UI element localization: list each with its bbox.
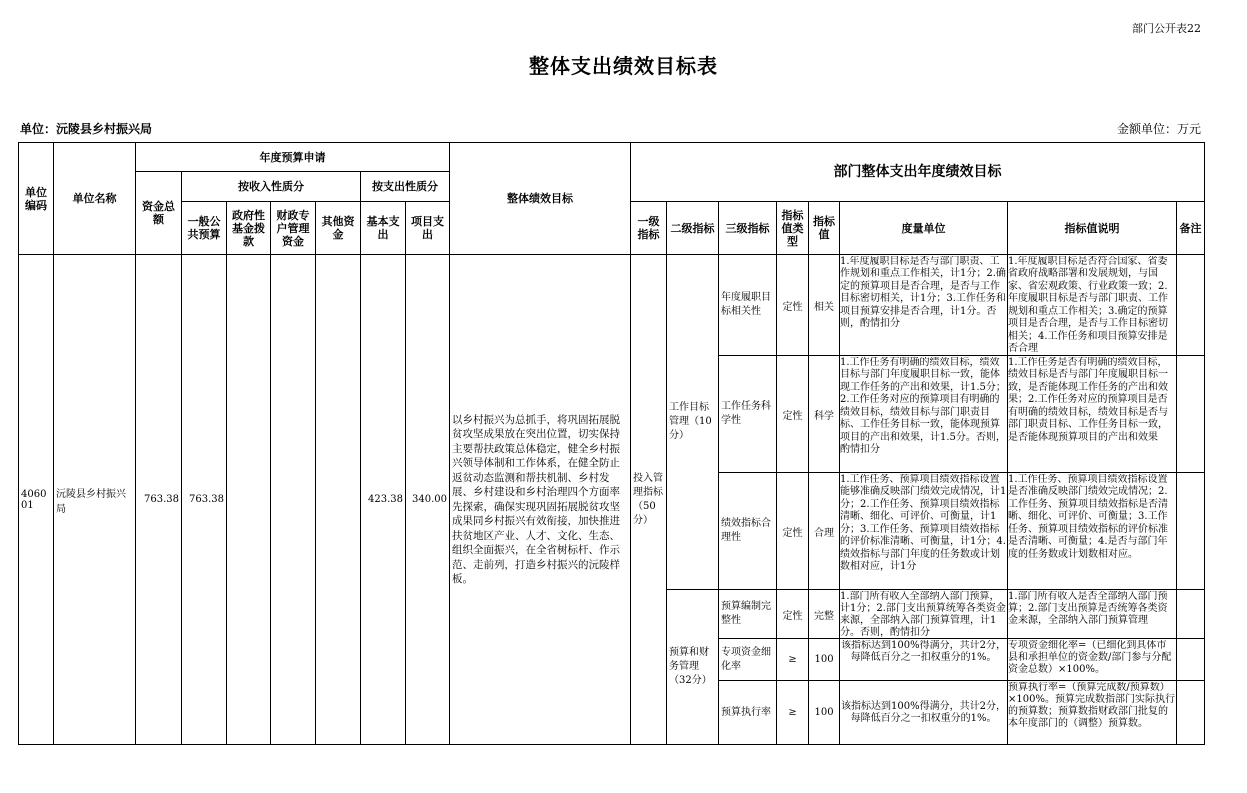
header-basic-expense: 基本支出 [361,202,406,255]
other-funds [316,255,361,745]
fiscal-special [271,255,316,745]
level3-indicator: 预算执行率 [719,681,777,745]
remark-cell [1177,590,1205,639]
total-funds: 763.38 [136,255,182,745]
header-other-funds: 其他资金 [316,202,361,255]
corner-label: 部门公开表22 [1132,22,1201,35]
indicator-value: 完整 [809,590,840,639]
gov-fund [227,255,271,745]
header-dept-goal: 部门整体支出年度绩效目标 [631,143,1205,202]
header-by-income: 按收入性质分 [182,172,361,202]
measure-unit: 1.部门所有收入全部纳入部门预算，计1分；2.部门支出预算统筹各类资金来源，全部纳入部门预算管理，计1分。否则，酌情扣分 [840,590,1006,638]
measure-unit [840,682,1007,744]
level3-indicator: 工作任务科学性 [719,356,777,473]
header-level2: 二级指标 [667,202,719,255]
overall-goal: 以乡村振兴为总抓手，将巩固拓展脱贫攻坚成果放在突出位置，切实保持主要帮扶政策总体稳定，健全乡村振兴领导体制和工作体系，在健全防止返贫动态监测和帮扶机制、乡村发展、乡村建设和乡村治理四个方面率先探索，确保实现巩固拓展脱贫攻坚成果同乡村振兴有效衔接，加快推进扶贫地区产业、人才、文化、生态、组织全面振兴，在全省树标杆、作示范、走前列，打造乡村振兴的沅陵样板。 [450,255,631,745]
general-public: 763.38 [182,255,227,745]
project-expense: 340.00 [406,255,450,745]
header-by-expense: 按支出性质分 [361,172,450,202]
measure-unit: 1.工作任务、预算项目绩效指标设置能够准确反映部门绩效完成情况，计1分；2.工作任务、预算项目绩效指标清晰、细化、可评价、可衡量，计1分；3.工作任务、预算项目绩效指标的评价标准清晰、可衡量，计1分；4.绩效指标与部门年度的任务数或计划数相对应，计1分 [840,473,1007,572]
header-project-expense: 项目支出 [406,202,450,255]
header-gov-fund: 政府性基金拨款 [227,202,271,255]
value-type: ≥ [777,681,809,745]
indicator-value: 科学 [809,356,840,473]
indicator-value: 100 [809,639,840,681]
measure-unit: 1.工作任务有明确的绩效目标，绩效目标与部门年度履职目标一致，能体现工作任务的产出和效果，计1.5分；2.工作任务对应的预算项目有明确的绩效目标，绩效目标与部门职责目标、工作任务目标一致，能体现预算项目的产出和效果，计1.5分。否则，酌情扣分 [840,356,1006,455]
value-desc: 预算执行率=（预算完成数/预算数）×100%。预算完成数指部门实际执行的预算数；预算数指财政部门批复的本年度部门的（调整）预算数。 [1008,681,1175,729]
value-type: 定性 [777,590,809,639]
level2-indicator: 预算和财务管理（32分） [667,590,719,745]
header-remark: 备注 [1177,202,1205,255]
header-measure-unit: 度量单位 [840,202,1008,255]
unit-code: 406001 [19,255,54,745]
remark-cell [1177,473,1205,590]
indicator-value: 合理 [809,473,840,590]
header-value-type: 指标值类型 [777,202,809,255]
measure-text: 该指标达到100%得满分，共计2分，每降低百分之一扣权重分的1%。 [841,700,1006,724]
table-row [19,255,1205,356]
header-overall-goal: 整体绩效目标 [450,143,631,255]
header-fiscal-special: 财政专户管理资金 [271,202,316,255]
amount-unit: 金额单位：万元 [1116,122,1201,136]
remark-cell [1177,255,1205,356]
remark-cell [1177,356,1205,473]
header-general-public: 一般公共预算 [182,202,227,255]
value-desc: 1.工作任务是否有明确的绩效目标，绩效目标是否与部门年度履职目标一致，是否能体现工作任务的产出和效果；2.工作任务对应的预算项目是否有明确的绩效目标，绩效目标是否与部门职责目标、工作任务目标一致，是否能体现预算项目的产出和效果 [1008,356,1169,443]
remark-cell [1177,681,1205,745]
value-type: 定性 [777,255,809,356]
header-unit-code: 单位编码 [19,143,54,255]
value-type: 定性 [777,356,809,473]
level3-indicator: 年度履职目标相关性 [719,255,777,356]
measure-unit: 1.年度履职目标是否与部门职责、工作规划和重点工作相关，计1分；2.确定的预算项目是否合理，是否与工作目标密切相关，计1分；3.工作任务和项目预算安排是否合理，计1分。否则，酌情扣分 [840,255,1006,329]
header-total-funds: 资金总额 [136,172,182,255]
level3-indicator: 专项资金细化率 [719,639,777,681]
level3-indicator: 绩效指标合理性 [719,473,777,590]
value-desc: 专项资金细化率=（已细化到具体市县和承担单位的资金数/部门参与分配资金总数）×100%。 [1008,639,1172,675]
value-desc: 1.部门所有收入是否全部纳入部门预算；2.部门支出预算是否统筹各类资金来源，全部纳入部门预算管理 [1008,590,1168,626]
header-annual-budget: 年度预算申请 [136,143,450,172]
measure-unit: 该指标达到100%得满分，共计2分，每降低百分之一扣权重分的1%。 [841,639,1006,663]
page-title: 整体支出绩效目标表 [529,54,718,78]
level3-indicator: 预算编制完整性 [719,590,777,639]
unit-label: 单位：沅陵县乡村振兴局 [20,122,153,136]
value-type: 定性 [777,473,809,590]
header-value: 指标值 [809,202,840,255]
level2-indicator: 工作目标管理（10分） [667,255,719,590]
header-value-desc: 指标值说明 [1008,202,1177,255]
indicator-value: 100 [809,681,840,745]
level1-indicator: 投入管理指标（50分） [631,255,667,745]
header-level3: 三级指标 [719,202,777,255]
header-level1: 一级指标 [631,202,667,255]
performance-table [18,142,1205,745]
header-unit-name: 单位名称 [54,143,136,255]
unit-name: 沅陵县乡村振兴局 [54,255,136,745]
value-desc: 1.工作任务、预算项目绩效指标设置是否准确反映部门绩效完成情况；2.工作任务、预算项目绩效指标是否清晰、细化、可评价、可衡量；3.工作任务、预算项目绩效指标的评价标准是否清晰、可衡量；4.是否与部门年度的任务数或计划数相对应。 [1008,473,1169,560]
value-type: ≥ [777,639,809,681]
basic-expense: 423.38 [361,255,406,745]
value-desc: 1.年度履职目标是否符合国家、省委省政府战略部署和发展规划，与国家、省宏观政策、行业政策一致；2.年度履职目标是否与部门职责、工作规划和重点工作相关；3.确定的预算项目是否合理，是否与工作目标密切相关；4.工作任务和项目预算安排是否合理 [1008,255,1169,354]
indicator-value: 相关 [809,255,840,356]
remark-cell [1177,639,1205,681]
